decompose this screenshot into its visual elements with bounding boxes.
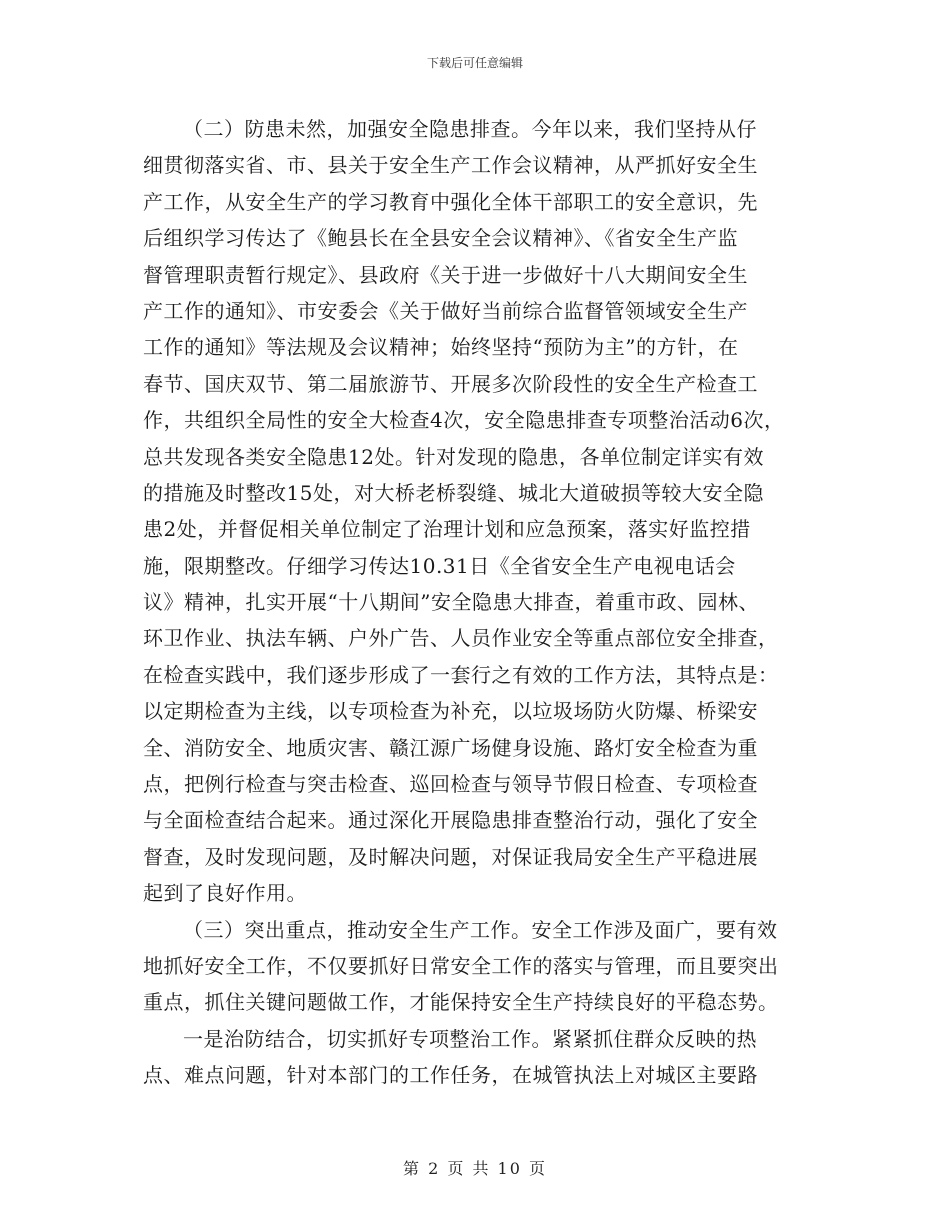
- text-line: 细贯彻落实省、市、县关于安全生产工作会议精神，从严抓好安全生: [143, 153, 758, 178]
- text-line: 起到了良好作用。: [143, 881, 307, 906]
- text-line: 的措施及时整改15处，对大桥老桥裂缝、城北大道破损等较大安全隐: [143, 480, 764, 505]
- text-line: 点，把例行检查与突击检查、巡回检查与领导节假日检查、专项检查: [143, 772, 758, 797]
- text-line: 总共发现各类安全隐患12处。针对发现的隐患，各单位制定详实有效: [143, 444, 764, 469]
- text-line: 全、消防安全、地质灾害、赣江源广场健身设施、路灯安全检查为重: [143, 735, 758, 760]
- text-line: 在检查实践中，我们逐步形成了一套行之有效的工作方法，其特点是：: [143, 662, 779, 687]
- text-line: 后组织学习传达了《鲍县长在全县安全会议精神》、《省安全生产监: [143, 226, 738, 251]
- text-line: 作，共组织全局性的安全大检查4次，安全隐患排查专项整治活动6次，: [143, 408, 785, 433]
- text-line: 春节、国庆双节、第二届旅游节、开展多次阶段性的安全生产检查工: [143, 371, 758, 396]
- text-line: 一是治防结合，切实抓好专项整治工作。紧紧抓住群众反映的热: [183, 1026, 757, 1051]
- page-indicator: 第 2 页 共 10 页: [403, 1159, 547, 1178]
- text-line: 地抓好安全工作，不仅要抓好日常安全工作的落实与管理，而且要突出: [143, 953, 779, 978]
- text-line: 产工作的通知》、市安委会《关于做好当前综合监督管领域安全生产: [143, 298, 748, 323]
- text-line: （三）突出重点，推动安全生产工作。安全工作涉及面广，要有效: [183, 917, 778, 942]
- text-line: 环卫作业、执法车辆、户外广告、人员作业安全等重点部位安全排查，: [143, 626, 779, 651]
- header-note: 下载后可任意编辑: [426, 56, 523, 70]
- text-line: 议》精神，扎实开展“十八期间”安全隐患大排查，着重市政、园林、: [143, 590, 759, 615]
- text-line: 产工作，从安全生产的学习教育中强化全体干部职工的安全意识，先: [143, 189, 758, 214]
- text-line: 重点，抓住关键问题做工作，才能保持安全生产持续良好的平稳态势。: [143, 990, 779, 1015]
- text-line: 工作的通知》等法规及会议精神；始终坚持“预防为主”的方针，在: [143, 335, 739, 360]
- text-line: 施，限期整改。仔细学习传达10.31日《全省安全生产电视电话会: [143, 553, 736, 578]
- text-line: 点、难点问题，针对本部门的工作任务，在城管执法上对城区主要路: [143, 1063, 758, 1088]
- text-line: 以定期检查为主线，以专项检查为补充，以垃圾场防火防爆、桥梁安: [143, 699, 758, 724]
- document-body: [143, 111, 833, 1094]
- text-line: 督查，及时发现问题，及时解决问题，对保证我局安全生产平稳进展: [143, 844, 758, 869]
- text-line: （二）防患未然，加强安全隐患排查。今年以来，我们坚持从仔: [183, 117, 757, 141]
- text-line: 与全面检查结合起来。通过深化开展隐患排查整治行动，强化了安全: [143, 808, 758, 833]
- text-line: 督管理职责暂行规定》、县政府《关于进一步做好十八大期间安全生: [143, 262, 748, 287]
- text-line: 患2处，并督促相关单位制定了治理计划和应急预案，落实好监控措: [143, 517, 751, 542]
